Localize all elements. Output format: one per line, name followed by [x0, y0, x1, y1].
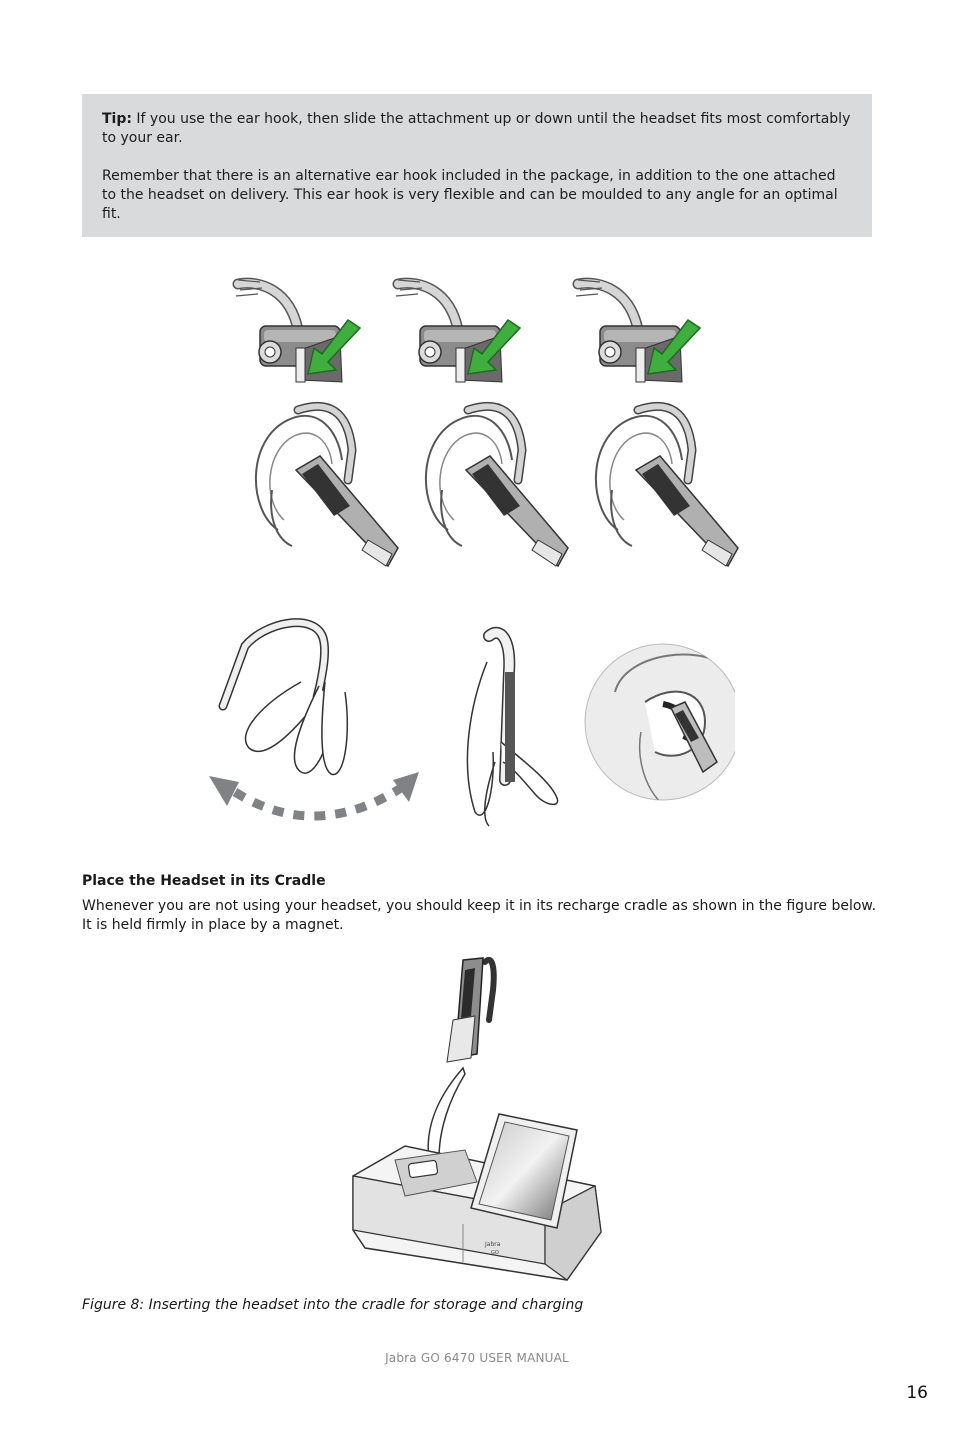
tip-label: Tip: [102, 111, 132, 127]
section-heading: Place the Headset in its Cradle [82, 873, 326, 889]
figure-caption: Figure 8: Inserting the headset into the cradle for storage and charging [82, 1297, 584, 1313]
dashed-curved-arrow [209, 772, 419, 816]
flexible-earhook-illustrations [205, 612, 735, 832]
section-body: Whenever you are not using your headset, you should keep it in its recharge cradle as shown in the figure below. It is held firmly in place by a magnet. [82, 898, 877, 933]
footer-manual-title: Jabra GO 6470 USER MANUAL [385, 1351, 569, 1365]
bent-earhook-drawing [223, 623, 347, 775]
cradle-base-drawing [353, 1114, 601, 1280]
tip-note: Remember that there is an alternative ear hook included in the package, in addition to the one attached to the headset on delivery. This ear hook is very flexible and can be moulded to any angle for an optimal fit. [102, 168, 838, 222]
headset-drawing [447, 958, 494, 1062]
cradle-model: GO [491, 1250, 499, 1256]
ear-closeup-drawing [585, 644, 735, 812]
tip-text: If you use the ear hook, then slide the attachment up or down until the headset fits most comfortably to your ear. [102, 111, 851, 146]
cradle-brand: Jabra [485, 1241, 501, 1248]
tip-paragraph [102, 110, 852, 148]
earhook-slide-illustrations [220, 270, 740, 570]
cradle-illustration [345, 950, 610, 1290]
tip-box [82, 94, 872, 237]
page-number: 16 [906, 1383, 928, 1403]
straight-earhook-drawing [467, 633, 557, 826]
